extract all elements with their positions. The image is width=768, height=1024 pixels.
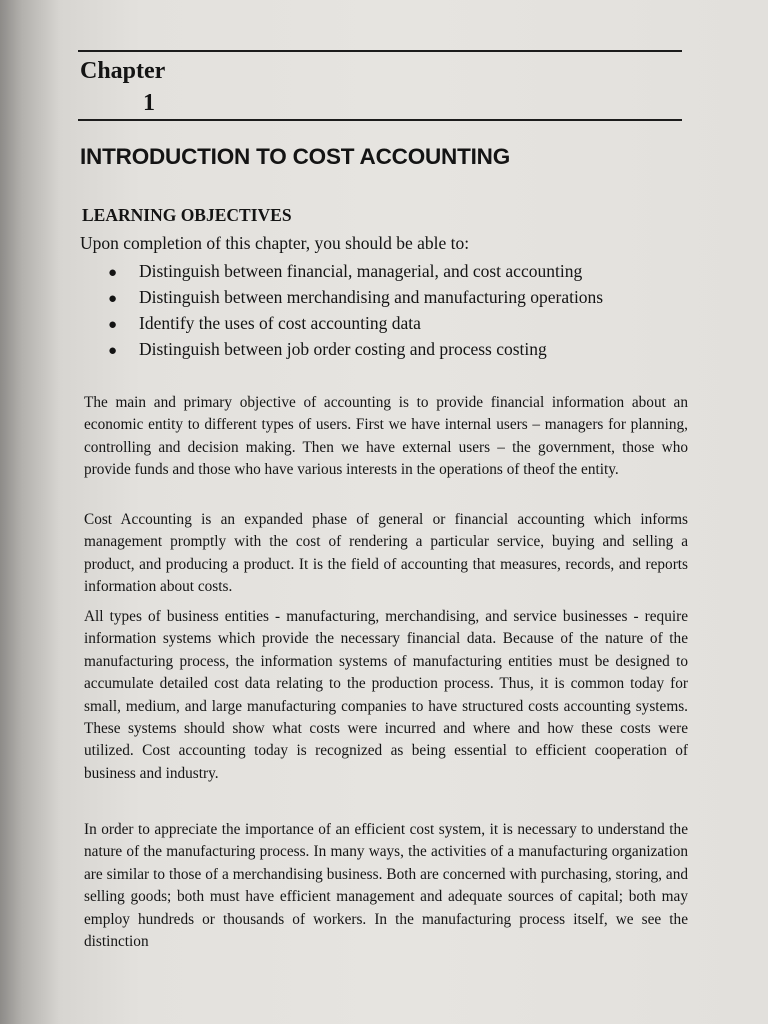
objective-text: Distinguish between job order costing and process costing [139,339,547,359]
paragraph: Cost Accounting is an expanded phase of general or financial accounting which informs management promptly with the cost of rendering a particular service, buying and selling a product, and producing a product. It is the field of accounting that measures, records, and reports information about costs. [84,511,688,596]
paragraph: In order to appreciate the importance of an efficient cost system, it is necessary to understand the nature of the manufacturing process. In many ways, the activities of a manufacturing organization are similar to those of a merchandising business. Both are concerned with purchasing, storing, and selling goods; both must have efficient management and adequate sources of capital; both may employ hundreds or thousands of workers. In the manufacturing process itself, we see the distinction [84,821,688,951]
learning-objectives-intro: Upon completion of this chapter, you should be able to: [80,233,470,253]
bullet-icon: ● [108,265,118,281]
top-rule [78,50,682,52]
paragraph: The main and primary objective of accounting is to provide financial information about an economic entity to different types of users. First we have internal users – managers for planning, controlling and decision making. Then we have external users – the government, those who provide funds and those who have various interests in the operations of theof the entity. [84,394,688,479]
objectives-list [108,258,603,362]
list-item [108,284,603,310]
objective-text: Distinguish between merchandising and manufacturing operations [139,287,604,307]
bottom-rule [78,119,682,121]
bullet-icon: ● [108,317,118,333]
objective-text: Distinguish between financial, managerial, and cost accounting [139,261,583,281]
chapter-label: Chapter [80,58,166,84]
paragraph: All types of business entities - manufacturing, merchandising, and service businesses - require information systems which provide the necessary financial data. Because of the nature of the manufacturing process, the information systems of manufacturing entities must be designed to accumulate detailed cost data relating to the production process. Thus, it is common today for small, medium, and large manufacturing companies to have structured costs accounting systems. These systems should show what costs were incurred and where and how these costs were utilized. Cost accounting today is recognized as being essential to efficient cooperation of business and industry. [84,608,688,782]
learning-objectives-heading: LEARNING OBJECTIVES [82,205,292,225]
list-item [108,336,603,362]
list-item [108,258,603,284]
chapter-title: INTRODUCTION TO COST ACCOUNTING [80,144,511,169]
bullet-icon: ● [108,343,118,359]
chapter-number: 1 [143,90,155,116]
objective-text: Identify the uses of cost accounting data [139,313,421,333]
list-item [108,310,603,336]
bullet-icon: ● [108,291,118,307]
